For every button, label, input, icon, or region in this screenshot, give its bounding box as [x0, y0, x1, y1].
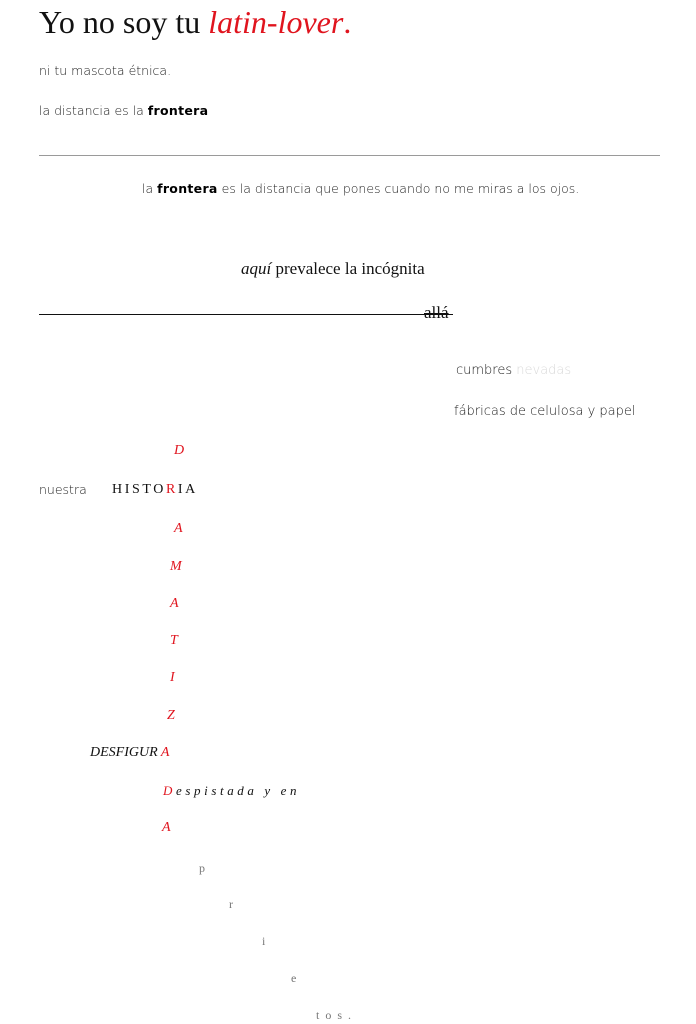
word-alla: allá [424, 303, 449, 322]
scatter-letter-p: p [199, 861, 205, 875]
aqui-italic: aquí [241, 259, 272, 278]
vertical-letter-d: D [174, 443, 185, 458]
historia-before: HISTO [112, 482, 166, 497]
page-title [39, 6, 351, 38]
horizontal-rule [39, 155, 660, 156]
scatter-letters-tos: tos. [316, 1008, 358, 1022]
word-desfigurada [90, 746, 169, 760]
desfigur-text: DESFIGUR [90, 745, 161, 760]
strike-line [39, 314, 453, 315]
line-frontera-bold: frontera [157, 181, 218, 196]
line-mascota: ni tu mascota étnica. [39, 63, 172, 78]
word-despistada [163, 784, 300, 797]
vertical-letter-m: M [170, 559, 182, 574]
desfigur-red: A [160, 745, 170, 760]
line-cumbres [456, 364, 571, 377]
title-dot: . [343, 4, 352, 40]
scatter-letter-e: e [291, 971, 297, 985]
historia-after: IA [177, 482, 198, 497]
scatter-letter-i: i [262, 934, 266, 948]
line-frontera-rest: es la distancia que pones cuando no me miras a los ojos. [217, 181, 580, 196]
vertical-letter-a2: A [170, 596, 179, 611]
cumbres-word: cumbres [456, 363, 517, 378]
title-lead: Yo no soy tu [39, 4, 209, 40]
line-distancia [39, 105, 208, 118]
title-accent: latin-lover [208, 4, 344, 40]
vertical-letter-i: I [170, 670, 175, 685]
scatter-letter-r: r [229, 897, 233, 911]
vertical-letter-z: Z [167, 708, 175, 723]
despistada-red: D [163, 783, 176, 798]
line-frontera [142, 183, 579, 196]
aqui-rest: prevalece la incógnita [271, 259, 425, 278]
word-nuestra: nuestra [39, 482, 87, 497]
vertical-letter-t: T [170, 633, 178, 648]
line-aqui [241, 260, 425, 277]
despistada-text: espistada y en [176, 783, 301, 798]
line-fabricas: fábricas de celulosa y papel [454, 404, 636, 419]
cumbres-ghost: nevadas [516, 363, 572, 378]
vertical-letter-a3: A [162, 820, 171, 835]
historia-red: R [165, 482, 178, 497]
vertical-letter-a1: A [174, 521, 183, 536]
line-distancia-bold: frontera [147, 103, 209, 118]
line-distancia-lead: la distancia es la [39, 103, 148, 118]
line-frontera-lead: la [142, 181, 158, 196]
word-historia [112, 483, 198, 497]
